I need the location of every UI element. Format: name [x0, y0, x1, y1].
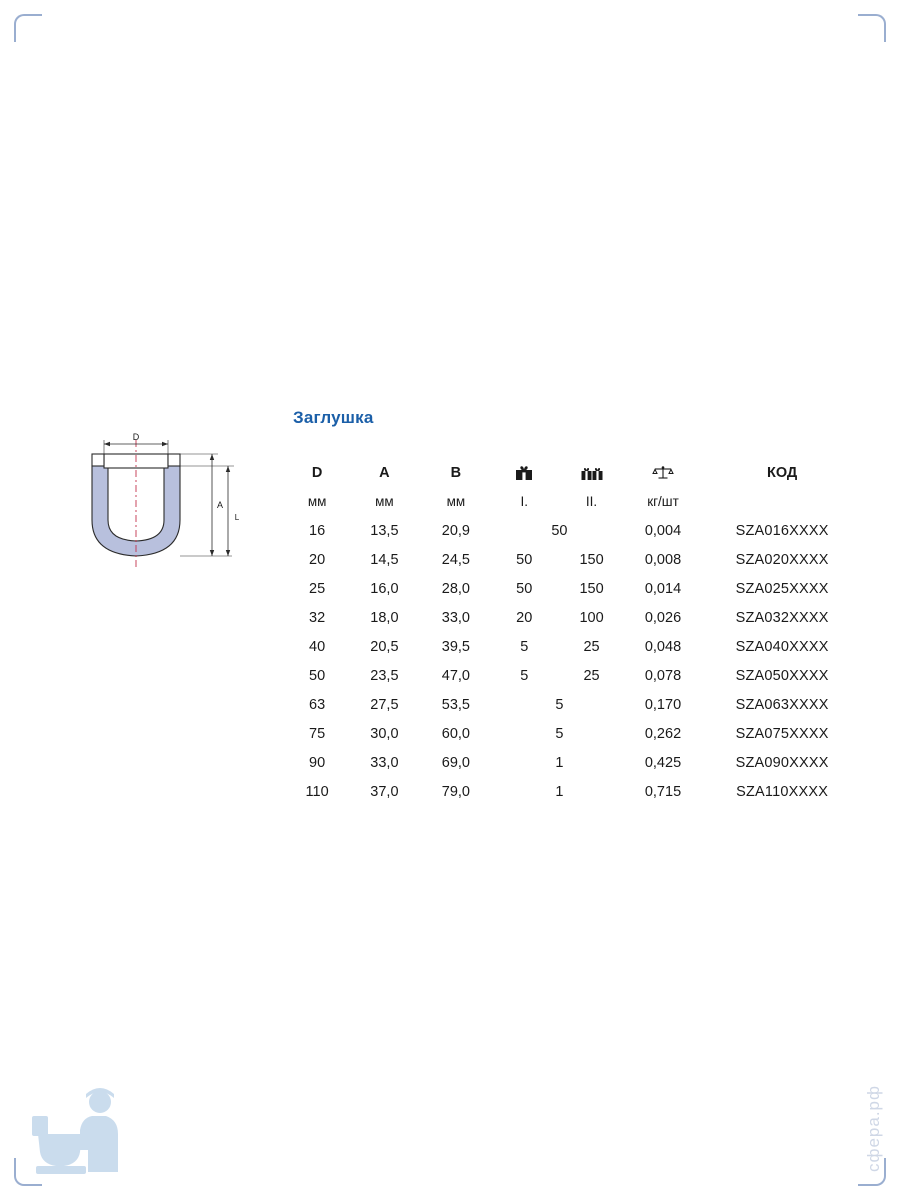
header-a: A [379, 464, 390, 481]
table-header-row [285, 458, 865, 487]
table-row [285, 574, 865, 603]
cell-b: 53,5 [441, 696, 470, 713]
corner-decoration-top-left [14, 14, 42, 42]
cell-packaging-i: 5 [520, 638, 529, 655]
box-icon [492, 458, 556, 487]
cell-a: 18,0 [370, 609, 399, 626]
unit-d: мм [307, 494, 327, 509]
cell-weight: 0,170 [644, 696, 682, 713]
table-row [285, 516, 865, 545]
cell-weight: 0,008 [644, 551, 682, 568]
cell-code: SZA040XXXX [735, 638, 829, 655]
plumber-logo-watermark [20, 1072, 140, 1182]
cell-packaging-merged: 5 [555, 696, 564, 713]
boxes-icon [556, 458, 626, 487]
cell-code: SZA020XXXX [735, 551, 829, 568]
cell-code: SZA016XXXX [735, 522, 829, 539]
cell-weight: 0,026 [644, 609, 682, 626]
cell-a: 37,0 [370, 783, 399, 800]
cell-weight: 0,078 [644, 667, 682, 684]
cell-b: 28,0 [441, 580, 470, 597]
cell-packaging-merged: 1 [555, 754, 564, 771]
cell-b: 79,0 [441, 783, 470, 800]
cell-d: 63 [309, 696, 326, 713]
cell-weight: 0,048 [644, 638, 682, 655]
cell-weight: 0,014 [644, 580, 682, 597]
specification-table [285, 458, 865, 806]
cell-weight: 0,004 [644, 522, 682, 539]
unit-ii: II. [585, 494, 598, 509]
cell-a: 16,0 [370, 580, 399, 597]
cell-packaging-ii: 100 [579, 609, 604, 626]
cell-b: 24,5 [441, 551, 470, 568]
cell-packaging-i: 50 [516, 551, 533, 568]
cell-packaging-i: 20 [516, 609, 533, 626]
cell-d: 16 [309, 522, 326, 539]
cell-a: 30,0 [370, 725, 399, 742]
cell-packaging-merged: 50 [551, 522, 568, 539]
cell-packaging-ii: 150 [579, 551, 604, 568]
cell-d: 90 [309, 754, 326, 771]
cell-b: 39,5 [441, 638, 470, 655]
cell-code: SZA032XXXX [735, 609, 829, 626]
cell-code: SZA063XXXX [735, 696, 829, 713]
table-units-row [285, 487, 865, 516]
unit-b: мм [446, 494, 466, 509]
table-row [285, 632, 865, 661]
page-title: Заглушка [293, 408, 374, 427]
unit-code [699, 487, 865, 516]
cell-code: SZA090XXXX [735, 754, 829, 771]
cell-d: 50 [309, 667, 326, 684]
cell-d: 32 [309, 609, 326, 626]
cell-weight: 0,715 [644, 783, 682, 800]
unit-a: мм [375, 494, 394, 509]
table-row [285, 661, 865, 690]
cell-a: 27,5 [370, 696, 399, 713]
cell-packaging-merged: 1 [555, 783, 564, 800]
header-d: D [311, 464, 323, 481]
table-row [285, 777, 865, 806]
cell-packaging-i: 5 [520, 667, 529, 684]
cell-d: 40 [309, 638, 326, 655]
cell-code: SZA025XXXX [735, 580, 829, 597]
dimension-label-a: A [216, 500, 224, 510]
cell-packaging-i: 50 [516, 580, 533, 597]
cell-code: SZA075XXXX [735, 725, 829, 742]
cell-b: 47,0 [441, 667, 470, 684]
table-row [285, 545, 865, 574]
header-b: B [450, 464, 462, 481]
corner-decoration-top-right [858, 14, 886, 42]
cell-b: 33,0 [441, 609, 470, 626]
cell-d: 110 [305, 783, 329, 800]
cell-packaging-ii: 25 [583, 638, 600, 655]
cell-code: SZA050XXXX [735, 667, 829, 684]
cell-weight: 0,262 [644, 725, 682, 742]
table-row [285, 603, 865, 632]
cell-b: 69,0 [441, 754, 470, 771]
cell-code: SZA110XXXX [736, 783, 829, 800]
header-code: КОД [766, 464, 798, 481]
cell-d: 75 [309, 725, 326, 742]
cell-packaging-ii: 25 [583, 667, 600, 684]
product-drawing [60, 432, 280, 592]
cell-a: 20,5 [370, 638, 399, 655]
cell-b: 20,9 [441, 522, 470, 539]
cell-weight: 0,425 [644, 754, 682, 771]
table-row [285, 748, 865, 777]
specification-table-wrapper [285, 458, 865, 806]
table-body [285, 516, 865, 806]
scales-icon [627, 458, 700, 487]
table-row [285, 719, 865, 748]
cell-packaging-ii: 150 [579, 580, 604, 597]
cell-d: 20 [309, 551, 326, 568]
cell-b: 60,0 [441, 725, 470, 742]
cell-a: 14,5 [370, 551, 399, 568]
watermark-text: сфера.рф [864, 1084, 883, 1172]
cell-a: 13,5 [370, 522, 399, 539]
cell-packaging-merged: 5 [555, 725, 564, 742]
cell-a: 33,0 [370, 754, 399, 771]
unit-i: I. [520, 494, 528, 509]
dimension-label-l: L [234, 513, 240, 522]
cell-a: 23,5 [370, 667, 399, 684]
unit-kg: кг/шт [647, 494, 679, 509]
dimension-label-d: D [132, 432, 140, 442]
cell-d: 25 [309, 580, 326, 597]
table-row [285, 690, 865, 719]
